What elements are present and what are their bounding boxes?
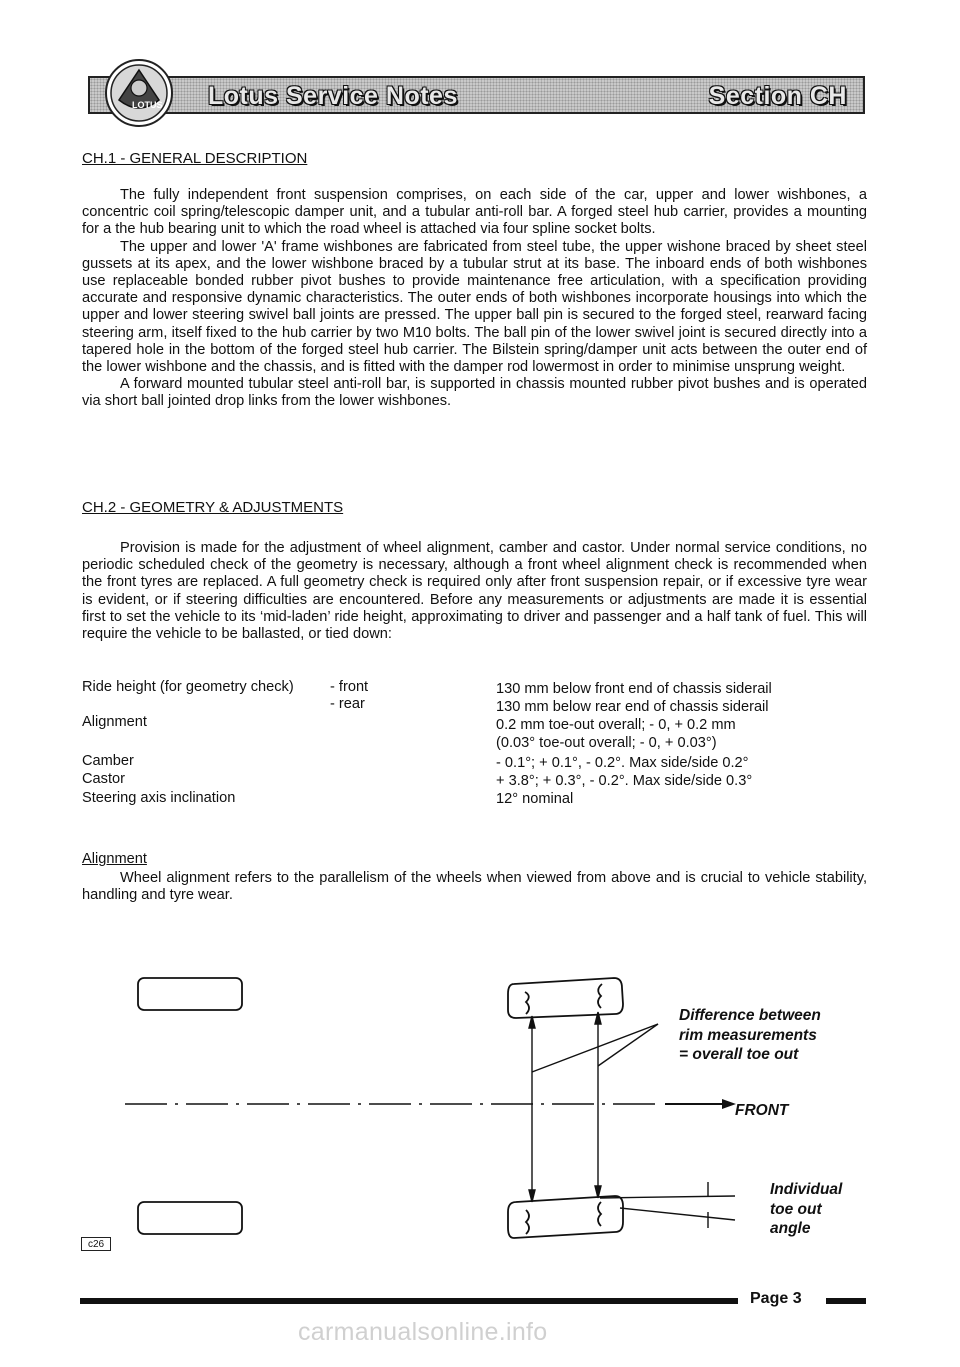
section2-paragraph: Provision is made for the adjustment of wheel alignment, camber and castor. Under normal service conditions, no periodic scheduled check of the geometry is necessary, although a front wheel alignment check is recommended when the front tyres are replaced. A full geometry check is required only after front suspension repair, or if excessive tyre wear is evident, or if steering difficulties are encountered. Before any measurements or adjustments are made it is essential first to set the vehicle to its ‘mid-laden’ ride height, approximating to driver and passenger and a half tank of fuel. This will require the vehicle to be ballasted, or tied down: [82,540,867,643]
label-individual-line-2: toe out [770,1200,822,1218]
front-bottom-wheel [508,1196,623,1238]
footer-rule-right [826,1298,866,1304]
label-individual-line-3: angle [770,1220,811,1237]
alignment-heading: Alignment [82,851,147,867]
spec-alignment-label: Alignment [82,714,147,730]
front-arrow-head-icon [722,1099,736,1109]
label-difference-line-2: rim measurements [679,1026,817,1044]
front-top-wheel [508,978,623,1018]
lotus-logo-icon [104,58,174,128]
spec-sai-value: 12° nominal [496,791,574,807]
section1-paragraph-1: The fully independent front suspension comprises, on each side of the car, upper and lower wishbones, a concentric coil spring/telescopic damper unit, and a tubular anti-roll bar. A forged steel hub carrier, provides a mounting for a the hub bearing unit to which the road wheel is attached via four spline socket bolts. [82,187,867,238]
label-front: FRONT [735,1102,789,1119]
spec-castor-value: + 3.8°; + 0.3°, - 0.2°. Max side/side 0.3° [496,773,753,789]
spec-camber-value: - 0.1°; + 0.1°, - 0.2°. Max side/side 0.2° [496,755,749,771]
section2-heading: CH.2 - GEOMETRY & ADJUSTMENTS [82,499,344,516]
svg-text:LOTUS: LOTUS [132,100,163,110]
figure-reference: c26 [81,1237,111,1251]
spec-sai-label: Steering axis inclination [82,790,236,806]
section1-heading: CH.1 - GENERAL DESCRIPTION [82,150,308,167]
header-title: Lotus Service Notes [208,82,458,110]
spec-camber-label: Camber [82,753,134,769]
spec-ride-label: Ride height (for geometry check) [82,679,294,695]
rear-right-wheel [138,1202,242,1234]
header-section: Section CH [708,82,847,110]
spec-alignment-value-1: 0.2 mm toe-out overall; - 0, + 0.2 mm [496,717,736,733]
section1-body [82,187,867,411]
alignment-text: Wheel alignment refers to the parallelism of the wheels when viewed from above and is crucial to vehicle stability, handling and tyre wear. [82,870,867,904]
spec-front-value: 130 mm below front end of chassis siderail [496,681,772,697]
label-difference-line-1: Difference between [679,1007,821,1024]
label-difference-line-3: = overall toe out [679,1046,799,1063]
label-difference [679,1006,821,1065]
spec-rear-value: 130 mm below rear end of chassis siderail [496,699,769,715]
spec-rear-label: - rear [330,696,365,712]
section1-paragraph-3: A forward mounted tubular steel anti-roll bar, is supported in chassis mounted rubber pivot bushes and is operated via short ball jointed drop links from the lower wishbones. [82,376,867,410]
rear-left-wheel [138,978,242,1010]
page-number: Page 3 [750,1290,802,1307]
label-individual [770,1180,842,1239]
header-banner [88,76,865,114]
spec-front-label: - front [330,679,369,695]
spec-alignment-value-2: (0.03° toe-out overall; - 0, + 0.03°) [496,735,717,751]
alignment-body [82,870,867,904]
footer-rule-left [80,1298,738,1304]
spec-castor-label: Castor [82,771,125,787]
section1-paragraph-2: The upper and lower 'A' frame wishbones are fabricated from steel tube, the upper wishone braced by sheet steel gussets at its apex, and the lower wishbone braced by a tubular strut at its base. The inboard ends of both wishbones use replaceable bonded rubber pivot bushes to provide maintenance free articulation, with a specification providing accurate and responsive dynamic characteristics. The outer ends of both wishbones incorporate housings into which the upper and lower steering swivel ball joints are pressed. The upper ball pin is secured to the forged steel, rearward facing steering arm, itself fixed to the hub carrier by two M10 bolts. The ball pin of the lower swivel joint is secured directly into a tapered hole in the bottom of the forged steel hub carrier. The Bilstein spring/damper unit acts between the outer end of the lower wishbone and the chassis, and is fitted with the damper rod lowermost in order to minimise unsprung weight. [82,238,867,376]
label-individual-line-1: Individual [770,1181,843,1198]
watermark: carmanualsonline.info [298,1318,548,1346]
section2-body [82,540,867,643]
